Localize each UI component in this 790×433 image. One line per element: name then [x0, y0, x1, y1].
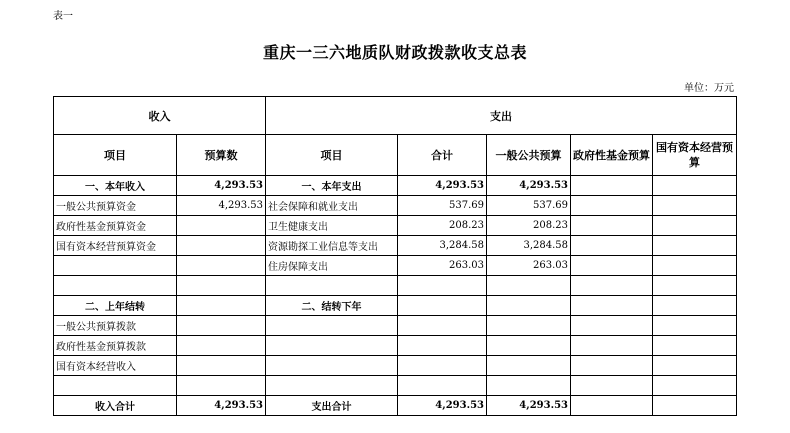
state-capital-cell — [653, 276, 737, 296]
general-budget-cell: 4,293.53 — [487, 396, 571, 416]
income-value-cell — [177, 276, 266, 296]
expense-item-cell: 社会保障和就业支出 — [266, 196, 398, 216]
gov-fund-cell — [571, 216, 653, 236]
state-capital-cell — [653, 396, 737, 416]
table-row — [54, 396, 737, 416]
table-row — [54, 376, 737, 396]
total-cell — [398, 316, 487, 336]
unit-label: 单位：万元 — [684, 83, 734, 94]
header-row-2 — [54, 135, 737, 176]
income-item-cell — [54, 256, 177, 276]
general-budget-cell: 208.23 — [487, 216, 571, 236]
general-budget-cell — [487, 316, 571, 336]
state-capital-cell — [653, 296, 737, 316]
income-item-header: 项目 — [54, 135, 177, 176]
state-capital-cell — [653, 376, 737, 396]
income-item-cell — [54, 376, 177, 396]
expense-item-cell — [266, 376, 398, 396]
page-title: 重庆一三六地质队财政拨款收支总表 — [262, 43, 527, 62]
income-value-cell — [177, 336, 266, 356]
gov-fund-cell — [571, 396, 653, 416]
table-row — [54, 256, 737, 276]
state-capital-cell — [653, 236, 737, 256]
gov-fund-cell — [571, 196, 653, 216]
table-row — [54, 196, 737, 216]
total-cell: 3,284.58 — [398, 236, 487, 256]
expense-item-cell: 二、结转下年 — [266, 296, 398, 316]
expense-item-cell — [266, 356, 398, 376]
gov-fund-cell — [571, 356, 653, 376]
income-value-cell: 4,293.53 — [177, 196, 266, 216]
table-row — [54, 316, 737, 336]
state-capital-cell — [653, 316, 737, 336]
income-item-cell: 收入合计 — [54, 396, 177, 416]
gov-fund-cell — [571, 316, 653, 336]
general-budget-cell — [487, 276, 571, 296]
income-item-cell: 一般公共预算资金 — [54, 196, 177, 216]
total-header: 合计 — [398, 135, 487, 176]
general-budget-cell: 537.69 — [487, 196, 571, 216]
state-capital-cell — [653, 216, 737, 236]
total-cell — [398, 276, 487, 296]
expense-item-cell: 一、本年支出 — [266, 176, 398, 196]
expense-item-cell: 资源勘探工业信息等支出 — [266, 236, 398, 256]
budget-summary-table — [53, 96, 737, 416]
income-item-cell: 政府性基金预算拨款 — [54, 336, 177, 356]
income-value-cell — [177, 256, 266, 276]
total-cell: 208.23 — [398, 216, 487, 236]
income-value-cell — [177, 316, 266, 336]
table-row — [54, 216, 737, 236]
table-row — [54, 336, 737, 356]
general-budget-cell: 4,293.53 — [487, 176, 571, 196]
gov-fund-cell — [571, 336, 653, 356]
table-row — [54, 296, 737, 316]
general-budget-header: 一般公共预算 — [487, 135, 571, 176]
gov-fund-cell — [571, 236, 653, 256]
table-row — [54, 356, 737, 376]
income-item-cell: 二、上年结转 — [54, 296, 177, 316]
state-capital-cell — [653, 176, 737, 196]
gov-fund-header: 政府性基金预算 — [571, 135, 653, 176]
total-cell — [398, 296, 487, 316]
gov-fund-cell — [571, 296, 653, 316]
income-value-cell: 4,293.53 — [177, 396, 266, 416]
expense-item-cell — [266, 276, 398, 296]
income-value-cell — [177, 376, 266, 396]
total-cell — [398, 336, 487, 356]
total-cell: 537.69 — [398, 196, 487, 216]
total-cell — [398, 376, 487, 396]
table-row — [54, 276, 737, 296]
income-item-cell: 一般公共预算拨款 — [54, 316, 177, 336]
table-number-label: 表一 — [53, 11, 73, 22]
gov-fund-cell — [571, 176, 653, 196]
expense-header: 支出 — [266, 97, 737, 135]
state-capital-cell — [653, 196, 737, 216]
income-item-cell: 国有资本经营预算资金 — [54, 236, 177, 256]
income-value-cell — [177, 356, 266, 376]
expense-item-cell: 支出合计 — [266, 396, 398, 416]
table-row — [54, 236, 737, 256]
income-header: 收入 — [54, 97, 266, 135]
expense-item-cell — [266, 316, 398, 336]
income-item-cell: 政府性基金预算资金 — [54, 216, 177, 236]
total-cell: 4,293.53 — [398, 396, 487, 416]
income-item-cell: 国有资本经营收入 — [54, 356, 177, 376]
state-capital-cell — [653, 356, 737, 376]
general-budget-cell — [487, 336, 571, 356]
general-budget-cell: 3,284.58 — [487, 236, 571, 256]
income-budget-header: 预算数 — [177, 135, 266, 176]
general-budget-cell — [487, 376, 571, 396]
gov-fund-cell — [571, 256, 653, 276]
income-value-cell — [177, 216, 266, 236]
gov-fund-cell — [571, 276, 653, 296]
total-cell: 263.03 — [398, 256, 487, 276]
income-value-cell — [177, 236, 266, 256]
general-budget-cell: 263.03 — [487, 256, 571, 276]
expense-item-cell: 卫生健康支出 — [266, 216, 398, 236]
state-capital-header: 国有资本经营预算 — [653, 135, 737, 176]
total-cell — [398, 356, 487, 376]
expense-item-cell — [266, 336, 398, 356]
gov-fund-cell — [571, 376, 653, 396]
income-value-cell: 4,293.53 — [177, 176, 266, 196]
income-item-cell — [54, 276, 177, 296]
expense-item-cell: 住房保障支出 — [266, 256, 398, 276]
table-row — [54, 176, 737, 196]
income-item-cell: 一、本年收入 — [54, 176, 177, 196]
general-budget-cell — [487, 296, 571, 316]
general-budget-cell — [487, 356, 571, 376]
total-cell: 4,293.53 — [398, 176, 487, 196]
expense-item-header: 项目 — [266, 135, 398, 176]
state-capital-cell — [653, 256, 737, 276]
income-value-cell — [177, 296, 266, 316]
state-capital-cell — [653, 336, 737, 356]
header-row-1 — [54, 97, 737, 135]
